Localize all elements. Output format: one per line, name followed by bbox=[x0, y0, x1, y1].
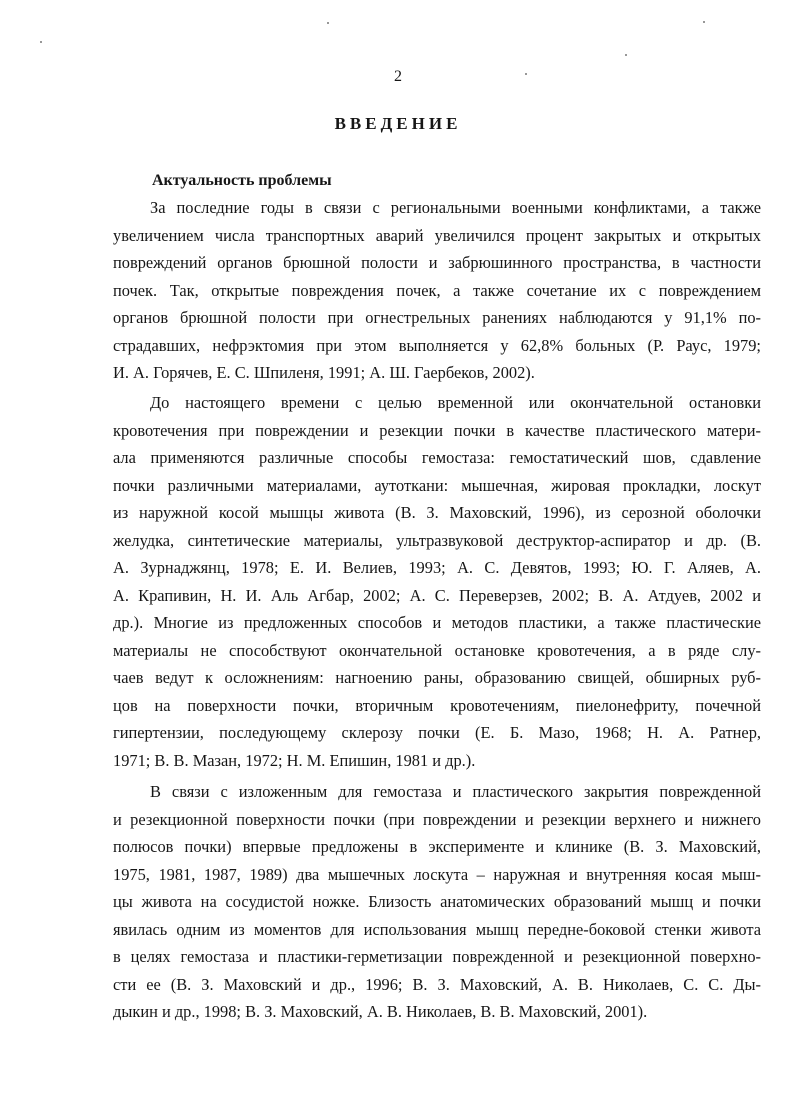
scan-speck bbox=[625, 54, 627, 56]
text-line: В связи с изложенным для гемостаза и пластического закрытия поврежденной bbox=[150, 782, 761, 801]
scan-speck bbox=[327, 22, 329, 24]
text-line: чаев ведут к осложнениям: нагноению раны, образованию свищей, обширных руб- bbox=[113, 668, 761, 687]
text-line: почек. Так, открытые повреждения почек, а также сочетание их с повреждением bbox=[113, 280, 761, 300]
paragraph-3 bbox=[113, 778, 761, 1026]
paragraph-2 bbox=[113, 389, 761, 774]
text-line: За последние годы в связи с региональными военными конфликтами, а также bbox=[150, 198, 761, 217]
text-line: А. Зурнаджянц, 1978; Е. И. Велиев, 1993; А. С. Девятов, 1993; Ю. Г. Аляев, А. bbox=[113, 558, 761, 577]
text-line: 1971; В. В. Мазан, 1972; Н. М. Епишин, 1981 и др.). bbox=[113, 750, 476, 770]
text-line: др.). Многие из предложенных способов и методов пластики, а также пластические bbox=[113, 613, 761, 632]
text-line: и резекционной поверхности почки (при повреждении и резекции верхнего и нижнего bbox=[113, 809, 761, 829]
text-line: явилась одним из моментов для использования мышц передне-боковой стенки живота bbox=[113, 919, 761, 939]
text-line: цов на поверхности почки, вторичным кровотечениям, пиелонефриту, почечной bbox=[113, 695, 761, 715]
scan-speck bbox=[703, 21, 705, 23]
page-number: 2 bbox=[394, 68, 402, 85]
text-line: материалы не способствуют окончательной остановке кровотечения, а в ряде слу- bbox=[113, 640, 761, 660]
paragraph-1 bbox=[113, 194, 761, 387]
page-title: ВВЕДЕНИЕ bbox=[334, 114, 462, 133]
text-line: гипертензии, последующему склерозу почки (Е. Б. Мазо, 1968; Н. А. Ратнер, bbox=[113, 723, 761, 742]
scan-speck bbox=[40, 41, 42, 43]
text-line: полюсов почки) впервые предложены в эксперименте и клинике (В. З. Маховский, bbox=[113, 837, 761, 856]
text-line: в целях гемостаза и пластики-герметизации поврежденной и резекционной поверхно- bbox=[113, 947, 761, 966]
text-line: увеличением числа транспортных аварий увеличился процент закрытых и открытых bbox=[113, 225, 761, 245]
text-line: кровотечения при повреждении и резекции почки в качестве пластического матери- bbox=[113, 420, 761, 440]
text-line: До настоящего времени с целью временной или окончательной остановки bbox=[150, 393, 761, 412]
text-line: дыкин и др., 1998; В. З. Маховский, А. В. Николаев, В. В. Маховский, 2001). bbox=[113, 1002, 648, 1021]
text-line: страдавших, нефрэктомия при этом выполняется у 62,8% больных (Р. Раус, 1979; bbox=[113, 335, 761, 355]
text-line: почки различными материалами, аутоткани: мышечная, жировая прокладки, лоскут bbox=[113, 475, 761, 495]
text-line: из наружной косой мышцы живота (В. З. Маховский, 1996), из серозной оболочки bbox=[113, 503, 761, 522]
text-line: органов брюшной полости при огнестрельных ранениях наблюдаются у 91,1% по- bbox=[113, 308, 761, 327]
text-line: 1975, 1981, 1987, 1989) два мышечных лоскута – наружная и внутренняя косая мыш- bbox=[113, 864, 761, 884]
text-line: ала применяются различные способы гемостаза: гемостатический шов, сдавление bbox=[113, 448, 761, 467]
text-line: цы живота на сосудистой ножке. Близость анатомических образований мышц и почки bbox=[113, 892, 761, 911]
text-line: желудка, синтетические материалы, ультразвуковой деструктор-аспиратор и др. (В. bbox=[113, 530, 761, 550]
text-line: повреждений органов брюшной полости и забрюшинного пространства, в частности bbox=[113, 253, 761, 272]
text-line: сти ее (В. З. Маховский и др., 1996; В. З. Маховский, А. В. Николаев, С. С. Ды- bbox=[113, 974, 761, 994]
text-line: И. А. Горячев, Е. С. Шпиленя, 1991; А. Ш. Гаербеков, 2002). bbox=[113, 363, 535, 382]
text-line: А. Крапивин, Н. И. Аль Агбар, 2002; А. С. Переверзев, 2002; В. А. Атдуев, 2002 и bbox=[113, 585, 761, 605]
section-heading: Актуальность проблемы bbox=[152, 172, 332, 189]
